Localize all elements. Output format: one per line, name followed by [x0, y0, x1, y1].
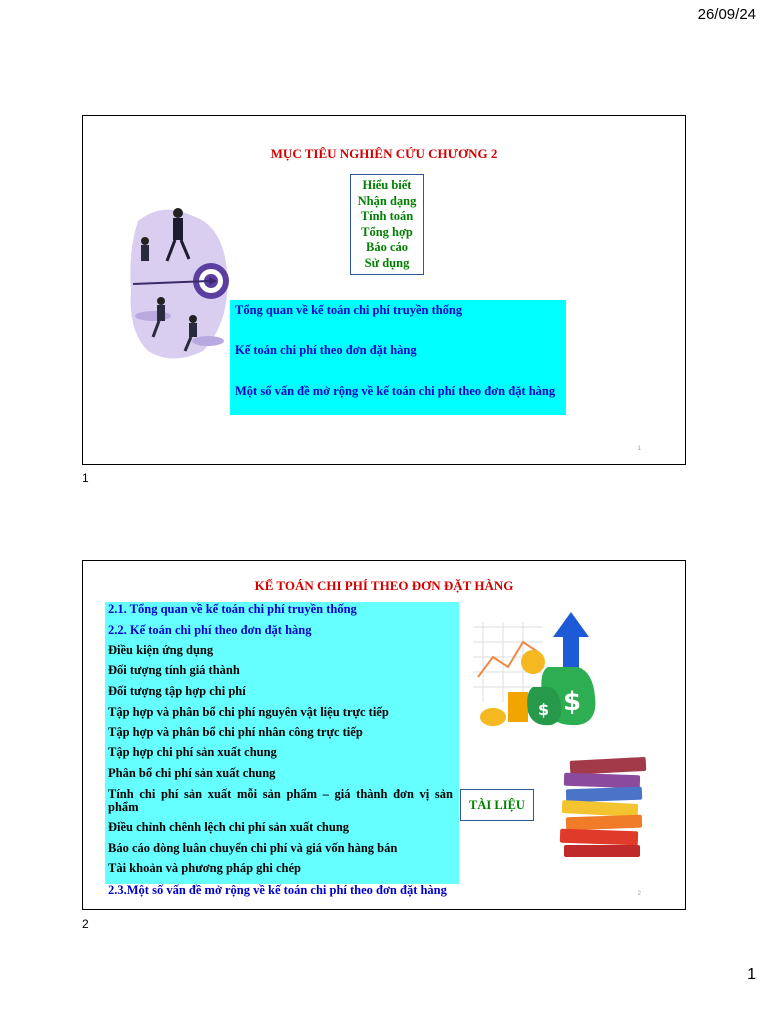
- goal-item: Sử dụng: [364, 255, 410, 270]
- toc-item: Phân bổ chi phí sản xuất chung: [108, 766, 276, 780]
- toc-item: 2.1. Tổng quan về kế toán chi phí truyền thống: [108, 602, 357, 616]
- toc-item: Tập hợp chi phí sản xuất chung: [108, 745, 277, 759]
- goal-item: Nhận dạng: [357, 193, 417, 208]
- topics-panel: [230, 300, 566, 415]
- slide-2: [82, 560, 686, 910]
- topic-item: Kế toán chi phí theo đơn đặt hàng: [235, 343, 417, 357]
- toc-item: Tài khoản và phương pháp ghi chép: [108, 861, 301, 875]
- toc-item: Báo cáo dòng luân chuyển chi phí và giá vốn hàng bán: [108, 841, 398, 855]
- books-illustration: [556, 757, 652, 859]
- toc-item: Điều chỉnh chênh lệch chi phí sản xuất chung: [108, 820, 350, 834]
- toc-item: 2.3.Một số vấn đề mở rộng về kế toán chi phí theo đơn đặt hàng: [108, 883, 447, 897]
- topic-item: Tổng quan về kế toán chi phí truyền thống: [235, 303, 463, 317]
- money-growth-illustration: [463, 607, 613, 732]
- toc-item: Đối tượng tập hợp chi phí: [108, 684, 246, 698]
- documents-label: TÀI LIỆU: [460, 789, 534, 821]
- goal-item: Tổng hợp: [361, 224, 413, 239]
- target-illustration: [123, 201, 235, 361]
- toc-item: Điều kiện ứng dụng: [108, 643, 214, 657]
- slide-1-number: 1: [82, 471, 89, 485]
- goal-item: Báo cáo: [365, 240, 408, 254]
- goal-item: Hiểu biết: [362, 178, 412, 192]
- page-number: 1: [747, 966, 756, 983]
- topic-item: Một số vấn đề mở rộng về kế toán chi phí theo đơn đặt hàng: [235, 384, 556, 398]
- svg-text:$: $: [538, 700, 550, 719]
- toc-item: Tập hợp và phân bổ chi phí nhân công trực tiếp: [108, 725, 363, 739]
- slide-2-number: 2: [82, 917, 89, 931]
- slide-1-inner-number: 1: [637, 446, 641, 452]
- slide-1-title: MỤC TIÊU NGHIÊN CỨU CHƯƠNG 2: [270, 146, 498, 161]
- toc-item: Tính chi phí sản xuất mỗi sản phẩm – giá thành đơn vị sản phẩm: [108, 787, 453, 814]
- svg-text:$: $: [563, 687, 582, 717]
- toc-item: 2.2. Kế toán chi phí theo đơn đặt hàng: [108, 623, 312, 637]
- slide-2-inner-number: 2: [637, 891, 641, 897]
- slide-1: [82, 115, 686, 465]
- goals-box: [350, 174, 424, 275]
- toc-item: Đối tượng tính giá thành: [108, 663, 240, 677]
- print-date: 26/09/24: [697, 6, 756, 23]
- slide-2-title: KẾ TOÁN CHI PHÍ THEO ĐƠN ĐẶT HÀNG: [254, 578, 514, 593]
- toc-item: Tập hợp và phân bổ chi phí nguyên vật liệu trực tiếp: [108, 705, 389, 719]
- toc-panel: [105, 602, 459, 884]
- goal-item: Tính toán: [360, 209, 414, 223]
